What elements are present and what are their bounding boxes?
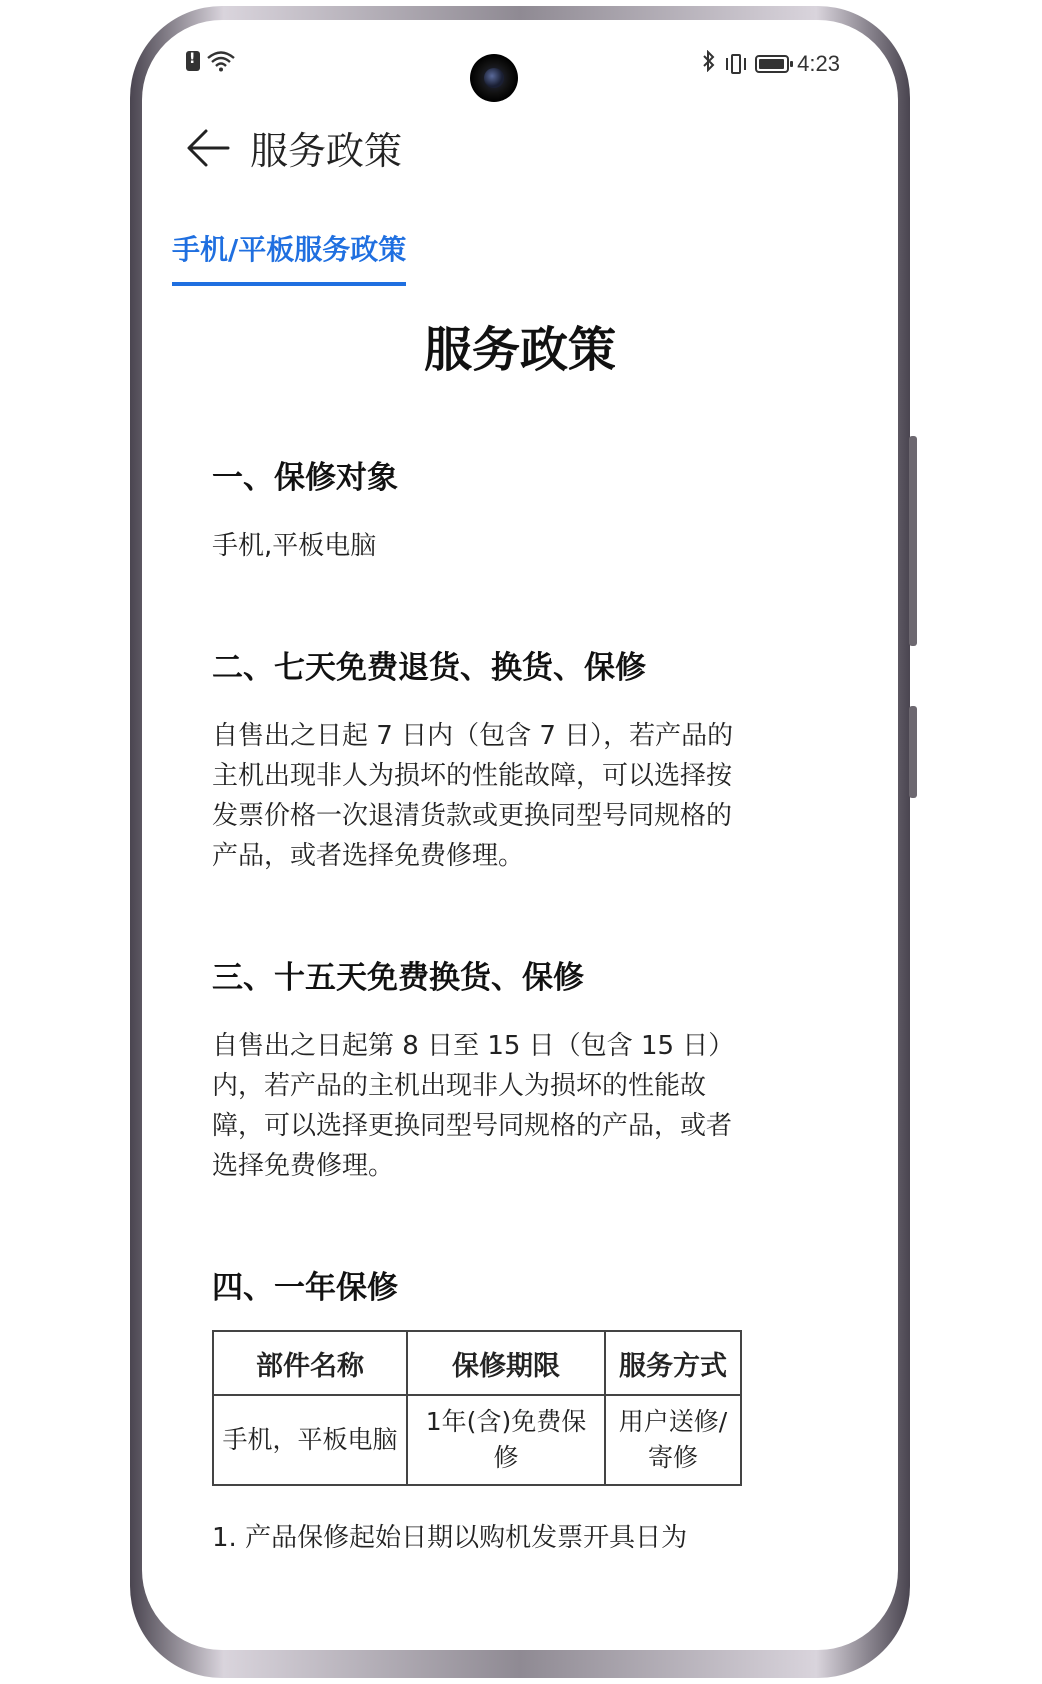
table-header-cell: 部件名称 bbox=[213, 1331, 407, 1395]
document-content bbox=[142, 310, 898, 1553]
section-seven-day bbox=[212, 646, 742, 876]
wifi-icon bbox=[206, 50, 236, 72]
battery-icon bbox=[755, 55, 789, 73]
footnote-text: 1. 产品保修起始日期以购机发票开具日为 bbox=[212, 1523, 688, 1553]
back-button[interactable] bbox=[172, 112, 244, 184]
section-warranty-object bbox=[212, 456, 742, 566]
status-bar bbox=[142, 20, 898, 100]
tab-bar bbox=[172, 228, 406, 288]
tab-phone-tablet-policy[interactable]: 手机/平板服务政策 bbox=[172, 228, 406, 286]
section-heading: 三、十五天免费换货、保修 bbox=[212, 960, 584, 996]
table-cell: 用户送修/ 寄修 bbox=[605, 1395, 741, 1485]
arrow-left-icon bbox=[186, 128, 230, 168]
table-header-cell: 服务方式 bbox=[605, 1331, 741, 1395]
status-time: 4:23 bbox=[797, 51, 840, 76]
phone-frame bbox=[130, 6, 910, 1678]
warranty-table bbox=[212, 1330, 742, 1486]
section-body: 手机,平板电脑 bbox=[212, 531, 377, 561]
section-fifteen-day bbox=[212, 956, 742, 1186]
table-header-row bbox=[213, 1331, 741, 1395]
front-camera bbox=[470, 54, 518, 102]
table-row bbox=[213, 1395, 741, 1485]
status-left bbox=[186, 50, 236, 72]
section-one-year bbox=[212, 1266, 742, 1486]
section-heading: 一、保修对象 bbox=[212, 460, 398, 496]
table-cell: 1年(含)免费保修 bbox=[407, 1395, 605, 1485]
screen bbox=[142, 20, 898, 1650]
section-body: 自售出之日起第 8 日至 15 日（包含 15 日）内，若产品的主机出现非人为损坏的性能故障，可以选择更换同型号同规格的产品，或者选择免费修理。 bbox=[212, 1031, 735, 1181]
volume-button bbox=[909, 436, 917, 646]
table-cell: 手机，平板电脑 bbox=[213, 1395, 407, 1485]
app-bar bbox=[142, 112, 898, 192]
section-heading: 四、一年保修 bbox=[212, 1270, 398, 1306]
page-title: 服务政策 bbox=[250, 129, 403, 173]
table-header-cell: 保修期限 bbox=[407, 1331, 605, 1395]
section-heading: 二、七天免费退货、换货、保修 bbox=[212, 650, 646, 686]
power-button bbox=[909, 706, 917, 798]
status-right bbox=[701, 50, 840, 78]
section-body: 自售出之日起 7 日内（包含 7 日），若产品的主机出现非人为损坏的性能故障，可以选择按发票价格一次退清货款或更换同型号同规格的产品，或者选择免费修理。 bbox=[212, 721, 734, 871]
vibrate-icon bbox=[725, 53, 747, 75]
document-title: 服务政策 bbox=[423, 322, 616, 378]
sim-alert-icon bbox=[186, 51, 200, 71]
bluetooth-icon bbox=[701, 50, 717, 78]
